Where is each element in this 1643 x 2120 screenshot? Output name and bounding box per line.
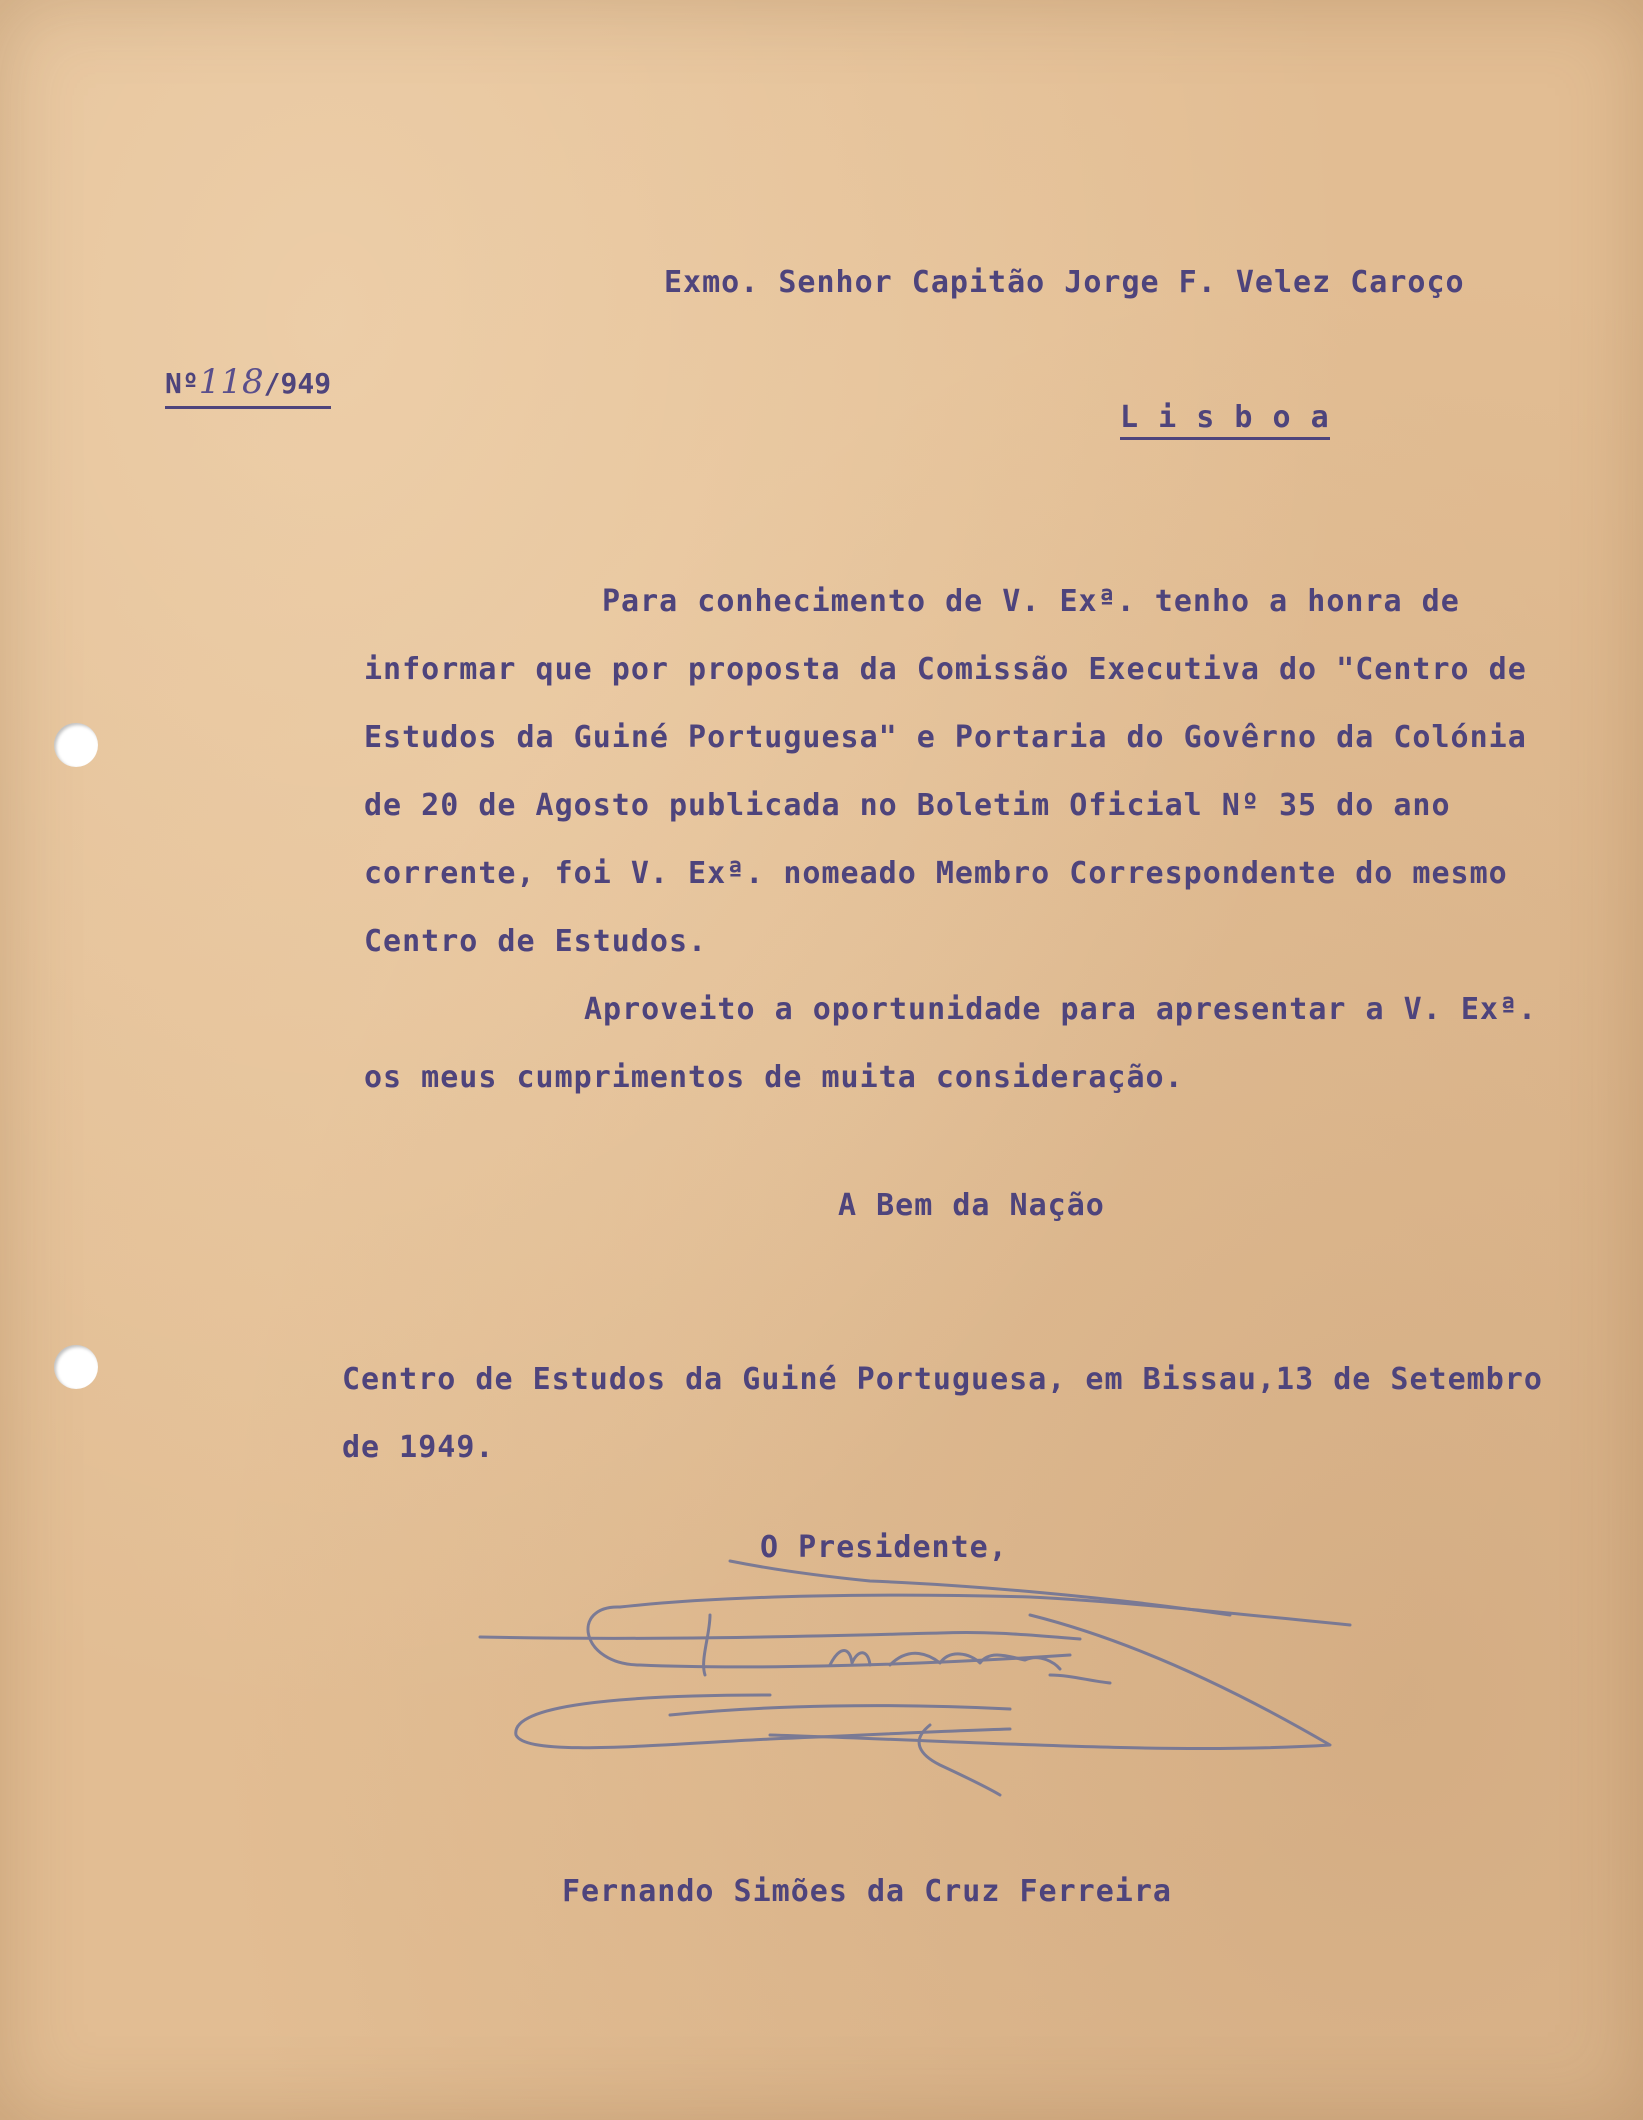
body-paragraph-1: Para conhecimento de V. Exª. tenho a honra de informar que por proposta da Comissão Executiva do "Centro de Estudos da Guiné Portuguesa" e Portaria do Govêrno da Colónia de 20 de Agosto publicada no Boletim Oficial Nº 35 do ano corrente, foi V. Exª. nomeado Membro Correspondente do mesmo Centro de Estudos.	[364, 584, 1527, 959]
signatory-title: O Presidente,	[760, 1530, 1008, 1565]
punch-hole-icon	[54, 723, 98, 767]
punch-hole-icon	[54, 1345, 98, 1389]
reference-suffix: /949	[263, 367, 332, 400]
letter-body	[364, 568, 1579, 1112]
salutation: A Bem da Nação	[838, 1188, 1105, 1223]
signatory-name: Fernando Simões da Cruz Ferreira	[562, 1874, 1172, 1909]
city-underlined: L i s b o a	[1120, 400, 1330, 440]
reference-number-handwritten: 118	[198, 362, 264, 402]
reference-number	[165, 362, 331, 409]
city	[1120, 400, 1330, 435]
body-paragraph-2: Aproveito a oportunidade para apresentar a V. Exª. os meus cumprimentos de muita consideração.	[364, 992, 1538, 1095]
reference-prefix: Nº	[165, 367, 199, 400]
addressee: Exmo. Senhor Capitão Jorge F. Velez Caroço	[664, 265, 1465, 300]
place-date-text: Centro de Estudos da Guiné Portuguesa, em Bissau,13 de Setembro de 1949.	[342, 1362, 1543, 1465]
handwritten-signature-icon	[470, 1545, 1370, 1805]
place-date	[342, 1346, 1592, 1482]
